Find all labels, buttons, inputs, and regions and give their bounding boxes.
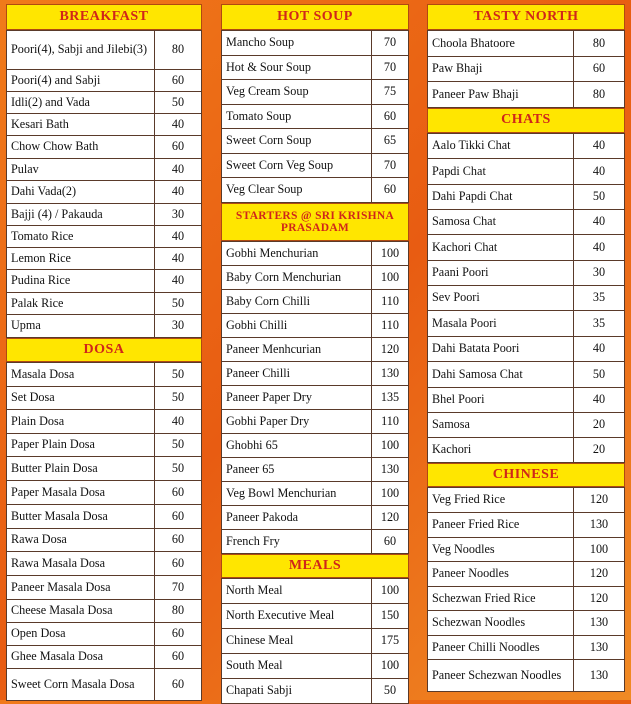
section-title-meals: MEALS [221,554,409,578]
menu-item-row [7,248,202,270]
menu-item-name: Veg Cream Soup [222,80,372,105]
menu-item-price: 120 [372,338,409,362]
menu-item-price: 40 [155,114,202,136]
menu-item-price: 70 [155,576,202,600]
menu-item-name: Rawa Dosa [7,529,155,552]
menu-item-name: Chow Chow Bath [7,136,155,159]
menu-item-row [222,579,409,604]
menu-item-price: 150 [372,604,409,629]
menu-item-name: Masala Poori [428,311,574,337]
menu-item-name: Dahi Batata Poori [428,337,574,362]
menu-table-breakfast [6,30,202,338]
menu-item-name: Paneer Fried Rice [428,513,574,538]
menu-item-name: Poori(4) and Sabji [7,70,155,92]
menu-table-meals [221,578,409,704]
menu-column-right [427,4,625,692]
menu-item-row [428,413,625,438]
menu-item-row [222,31,409,56]
menu-table-chinese [427,487,625,692]
menu-item-name: Ghee Masala Dosa [7,646,155,669]
menu-item-price: 40 [155,270,202,293]
menu-table-chats [427,133,625,463]
menu-item-row [222,266,409,290]
menu-item-name: Paneer 65 [222,458,372,482]
menu-item-name: Chapati Sabji [222,679,372,704]
menu-item-price: 130 [574,660,625,692]
menu-item-name: Papdi Chat [428,159,574,185]
menu-item-price: 40 [155,226,202,248]
menu-item-price: 100 [574,538,625,562]
menu-item-price: 60 [155,552,202,576]
menu-item-price: 100 [372,654,409,679]
menu-table-starters [221,241,409,554]
menu-item-row [7,623,202,646]
menu-item-price: 65 [372,129,409,154]
menu-item-name: South Meal [222,654,372,679]
menu-item-name: Masala Dosa [7,363,155,387]
menu-item-price: 80 [574,82,625,108]
menu-column-middle [221,4,409,704]
menu-item-row [7,31,202,70]
menu-item-price: 130 [372,362,409,386]
menu-item-name: Kachori [428,438,574,463]
menu-item-name: Poori(4), Sabji and Jilebi(3) [7,31,155,70]
menu-item-name: Baby Corn Menchurian [222,266,372,290]
menu-item-row [7,363,202,387]
menu-item-name: Dahi Samosa Chat [428,362,574,388]
menu-item-price: 40 [574,235,625,261]
menu-item-name: North Executive Meal [222,604,372,629]
menu-item-name: Gobhi Chilli [222,314,372,338]
menu-item-price: 40 [574,388,625,413]
menu-item-row [428,31,625,57]
menu-item-price: 60 [372,105,409,129]
menu-item-row [222,338,409,362]
menu-item-row [7,92,202,114]
menu-item-row [7,114,202,136]
menu-item-row [7,410,202,434]
menu-item-name: Paneer Paw Bhaji [428,82,574,108]
menu-item-row [7,315,202,338]
menu-item-row [7,387,202,410]
menu-item-row [222,654,409,679]
menu-item-row [7,457,202,481]
menu-item-row [428,311,625,337]
menu-item-name: Aalo Tikki Chat [428,134,574,159]
menu-item-price: 50 [155,293,202,315]
menu-item-row [7,70,202,92]
menu-item-price: 40 [574,337,625,362]
menu-item-name: Gobhi Menchurian [222,242,372,266]
menu-item-price: 100 [372,266,409,290]
menu-item-price: 120 [574,562,625,587]
menu-item-price: 35 [574,286,625,311]
menu-item-price: 20 [574,438,625,463]
menu-item-row [7,576,202,600]
section-title-tasty-north: TASTY NORTH [427,4,625,30]
menu-item-name: Rawa Masala Dosa [7,552,155,576]
section-title-starters: STARTERS @ SRI KRISHNA PRASADAM [221,203,409,241]
menu-item-row [222,242,409,266]
menu-item-row [222,506,409,530]
menu-item-row [428,82,625,108]
menu-item-row [7,646,202,669]
menu-item-row [428,488,625,513]
menu-item-row [428,562,625,587]
menu-item-name: Dahi Vada(2) [7,181,155,204]
menu-item-row [222,290,409,314]
menu-item-name: Set Dosa [7,387,155,410]
menu-item-name: Paneer Pakoda [222,506,372,530]
menu-item-name: Kachori Chat [428,235,574,261]
menu-item-row [222,362,409,386]
menu-item-row [222,105,409,129]
menu-item-row [7,600,202,623]
menu-item-row [222,434,409,458]
menu-item-row [7,181,202,204]
menu-item-name: Paneer Schezwan Noodles [428,660,574,692]
menu-item-name: Dahi Papdi Chat [428,185,574,210]
menu-item-price: 50 [155,363,202,387]
menu-item-row [428,337,625,362]
menu-item-name: Paneer Paper Dry [222,386,372,410]
menu-item-row [222,386,409,410]
menu-item-row [222,410,409,434]
menu-item-row [7,481,202,505]
menu-item-name: Sweet Corn Soup [222,129,372,154]
menu-item-price: 80 [574,31,625,57]
menu-item-row [222,530,409,554]
menu-item-name: Paneer Masala Dosa [7,576,155,600]
menu-item-row [7,505,202,529]
menu-item-name: Baby Corn Chilli [222,290,372,314]
menu-item-name: Tomato Soup [222,105,372,129]
menu-item-row [7,136,202,159]
menu-item-price: 100 [372,242,409,266]
menu-item-row [222,629,409,654]
menu-item-row [428,57,625,82]
menu-item-price: 40 [574,159,625,185]
menu-item-row [428,210,625,235]
menu-item-name: Veg Bowl Menchurian [222,482,372,506]
menu-item-name: Pulav [7,159,155,181]
menu-item-price: 80 [155,600,202,623]
menu-item-price: 60 [155,623,202,646]
menu-item-price: 40 [574,210,625,235]
section-title-chinese: CHINESE [427,463,625,487]
menu-item-price: 60 [574,57,625,82]
menu-item-name: Veg Clear Soup [222,178,372,203]
menu-item-price: 50 [574,362,625,388]
menu-item-row [428,611,625,636]
menu-item-row [428,261,625,286]
menu-item-price: 50 [155,387,202,410]
menu-item-name: Samosa [428,413,574,438]
menu-item-row [222,178,409,203]
menu-item-row [222,604,409,629]
menu-item-price: 50 [155,457,202,481]
menu-item-name: Butter Plain Dosa [7,457,155,481]
menu-item-price: 50 [155,434,202,457]
menu-item-name: Samosa Chat [428,210,574,235]
menu-item-row [222,482,409,506]
menu-item-row [428,513,625,538]
section-title-hot-soup: HOT SOUP [221,4,409,30]
menu-item-name: Paper Plain Dosa [7,434,155,457]
menu-item-name: Sev Poori [428,286,574,311]
menu-item-price: 70 [372,31,409,56]
menu-item-name: Paneer Noodles [428,562,574,587]
menu-item-name: Open Dosa [7,623,155,646]
section-title-dosa: DOSA [6,338,202,362]
menu-item-name: Paw Bhaji [428,57,574,82]
menu-table-tasty-north [427,30,625,108]
menu-item-price: 40 [155,159,202,181]
menu-item-price: 40 [155,410,202,434]
menu-item-row [428,587,625,611]
menu-item-row [428,235,625,261]
menu-item-row [7,669,202,701]
menu-item-row [428,185,625,210]
menu-item-name: Sweet Corn Masala Dosa [7,669,155,701]
menu-item-price: 60 [155,669,202,701]
menu-item-price: 130 [372,458,409,482]
menu-item-price: 80 [155,31,202,70]
section-title-breakfast: BREAKFAST [6,4,202,30]
menu-item-row [428,134,625,159]
menu-item-row [7,434,202,457]
menu-item-price: 60 [155,70,202,92]
menu-item-price: 50 [372,679,409,704]
menu-item-price: 35 [574,311,625,337]
section-title-chats: CHATS [427,108,625,133]
menu-item-row [7,204,202,226]
menu-item-row [222,458,409,482]
menu-item-row [428,636,625,660]
menu-item-row [428,660,625,692]
menu-item-row [222,314,409,338]
menu-item-price: 120 [372,506,409,530]
menu-item-name: Hot & Sour Soup [222,56,372,80]
menu-item-name: North Meal [222,579,372,604]
menu-item-name: Paneer Chilli Noodles [428,636,574,660]
menu-item-name: Veg Noodles [428,538,574,562]
menu-item-price: 40 [155,248,202,270]
menu-item-name: Plain Dosa [7,410,155,434]
menu-item-row [428,538,625,562]
menu-item-row [222,154,409,178]
menu-item-price: 75 [372,80,409,105]
menu-item-name: Sweet Corn Veg Soup [222,154,372,178]
menu-item-row [222,56,409,80]
menu-item-price: 30 [155,315,202,338]
menu-item-name: Ghobhi 65 [222,434,372,458]
menu-item-row [222,80,409,105]
menu-item-name: Mancho Soup [222,31,372,56]
menu-item-row [7,552,202,576]
menu-item-price: 130 [574,636,625,660]
menu-item-price: 60 [155,481,202,505]
menu-item-price: 20 [574,413,625,438]
menu-item-row [7,226,202,248]
menu-item-price: 100 [372,482,409,506]
menu-item-row [7,270,202,293]
menu-item-row [7,159,202,181]
menu-table-hot-soup [221,30,409,203]
menu-item-name: Upma [7,315,155,338]
menu-item-name: Pudina Rice [7,270,155,293]
menu-item-price: 60 [155,136,202,159]
menu-item-name: Tomato Rice [7,226,155,248]
menu-item-price: 110 [372,410,409,434]
menu-item-name: Paper Masala Dosa [7,481,155,505]
menu-item-row [7,293,202,315]
menu-item-row [428,286,625,311]
menu-item-price: 60 [155,529,202,552]
menu-item-name: Gobhi Paper Dry [222,410,372,434]
menu-item-row [7,529,202,552]
menu-item-price: 100 [372,434,409,458]
menu-table-dosa [6,362,202,701]
menu-item-name: Idli(2) and Vada [7,92,155,114]
menu-item-name: Bajji (4) / Pakauda [7,204,155,226]
menu-item-name: Paneer Menhcurian [222,338,372,362]
menu-item-price: 175 [372,629,409,654]
menu-item-name: Palak Rice [7,293,155,315]
menu-item-name: Chinese Meal [222,629,372,654]
menu-item-name: Choola Bhatoore [428,31,574,57]
menu-item-row [428,159,625,185]
menu-item-price: 130 [574,513,625,538]
menu-item-price: 70 [372,154,409,178]
menu-item-name: Veg Fried Rice [428,488,574,513]
menu-item-price: 135 [372,386,409,410]
menu-item-price: 130 [574,611,625,636]
menu-item-row [222,129,409,154]
menu-item-price: 60 [372,530,409,554]
menu-item-name: Paani Poori [428,261,574,286]
menu-item-price: 30 [574,261,625,286]
menu-item-price: 60 [155,505,202,529]
menu-item-name: Paneer Chilli [222,362,372,386]
menu-item-price: 120 [574,488,625,513]
menu-item-row [428,388,625,413]
menu-item-price: 40 [155,181,202,204]
menu-item-price: 100 [372,579,409,604]
menu-item-name: Bhel Poori [428,388,574,413]
menu-item-name: Butter Masala Dosa [7,505,155,529]
menu-item-name: Schezwan Noodles [428,611,574,636]
menu-column-left [6,4,202,701]
menu-item-price: 30 [155,204,202,226]
menu-item-price: 50 [155,92,202,114]
menu-item-name: Schezwan Fried Rice [428,587,574,611]
menu-item-price: 110 [372,290,409,314]
menu-item-price: 120 [574,587,625,611]
menu-item-name: French Fry [222,530,372,554]
menu-item-name: Cheese Masala Dosa [7,600,155,623]
menu-item-row [428,438,625,463]
menu-item-price: 40 [574,134,625,159]
menu-item-name: Lemon Rice [7,248,155,270]
menu-item-price: 70 [372,56,409,80]
menu-item-price: 50 [574,185,625,210]
menu-item-name: Kesari Bath [7,114,155,136]
menu-item-price: 60 [155,646,202,669]
menu-item-row [428,362,625,388]
menu-item-price: 60 [372,178,409,203]
menu-item-price: 110 [372,314,409,338]
